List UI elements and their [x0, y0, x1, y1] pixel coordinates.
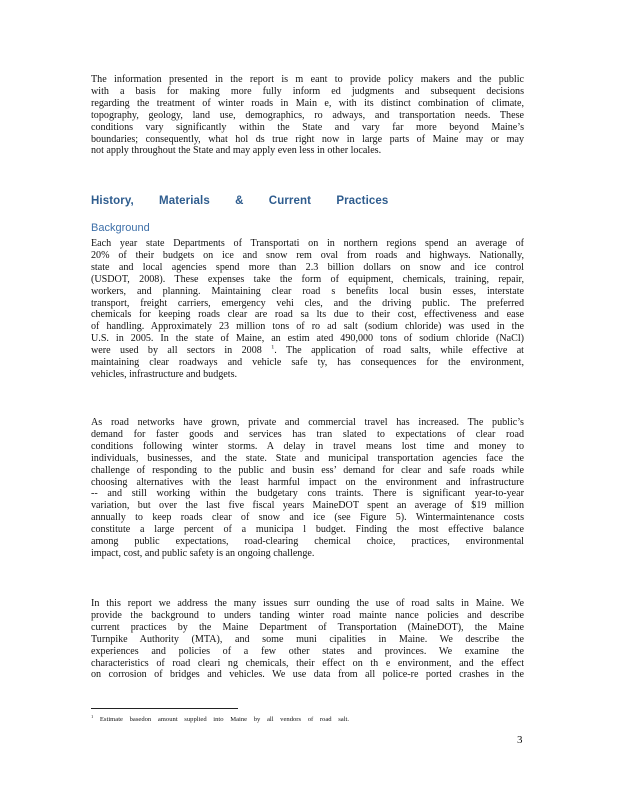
text-line: on corrosion of bridges and vehicles. We use data from all police-re ported crashes in the [91, 669, 524, 681]
text-line: constitute a large percent of a municipa l budget. Finding the most effective balance [91, 524, 524, 536]
text-line: individuals, businesses, and the state. State and municipal transportation agencies face the [91, 452, 524, 464]
text-line: -- and still working within the budgetary cons traints. There is significant year-to-year [91, 488, 524, 500]
text-line: annually to keep roads clear of snow and ice (see Figure 5). Wintermaintenance costs [91, 512, 524, 524]
text-line: As road networks have grown, private and commercial travel has increased. The public’s [91, 417, 524, 428]
road-networks-paragraph [91, 417, 524, 560]
text-line: of handling. Approximately 23 million tons of ro ad salt (sodium chloride) was used in the [91, 321, 524, 333]
text-line: demand for faster goods and services has tran slated to expectations of clear road [91, 428, 524, 440]
footnote-text: Estimate basedon amount supplied into Maine by all vendors of road salt. [99, 716, 350, 724]
background-paragraph [91, 238, 524, 381]
text-fragment: . The application of road salts, while effective at [274, 345, 524, 357]
page-number: 3 [517, 734, 523, 746]
text-line: (USDOT, 2008). These expenses take the form of equipment, chemicals, training, repair, [91, 273, 524, 285]
text-line: conditions following winter storms. A delay in travel means lost time and money to [91, 440, 524, 452]
text-line: not apply throughout the State and may apply even less in other locales. [91, 145, 382, 157]
footnote-divider [91, 708, 238, 709]
text-line: The information presented in the report is m eant to provide policy makers and the public [91, 74, 524, 85]
report-scope-paragraph [91, 598, 524, 681]
text-line: among public expectations, road-clearing chemical choice, practices, environmental [91, 536, 524, 548]
text-line: In this report we address the many issues surr ounding the use of road salts in Maine. We [91, 598, 524, 609]
text-line: boundaries; consequently, what hol ds true right now in large parts of Maine may or may [91, 133, 524, 145]
text-line: provide the background to unders tanding winter road mainte nance policies and describe [91, 609, 524, 621]
text-line: U.S. in 2005. In the state of Maine, an estim ated 490,000 tons of sodium chloride (NaCl) [91, 333, 524, 345]
footnote-marker: 1 [91, 714, 94, 719]
text-line: variation, but over the last five fiscal years MaineDOT spent an average of $19 million [91, 500, 524, 512]
text-line: Each year state Departments of Transportati on in northern regions spend an average of [91, 238, 524, 249]
section-heading: History, Materials & Current Practices [91, 195, 389, 207]
text-line: Turnpike Authority (MTA), and some muni cipalities in Maine. We describe the [91, 633, 524, 645]
footnote-reference: 1 [271, 345, 275, 351]
text-line: impact, cost, and public safety is an ongoing challenge. [91, 547, 315, 559]
intro-paragraph [91, 74, 524, 157]
text-line: conditions vary significantly within the State and vary far more beyond Maine’s [91, 121, 524, 133]
text-line [91, 345, 524, 357]
text-line: workers, and planning. Maintaining clear road s benefits local busin esses, interstate [91, 285, 524, 297]
text-line: vehicles, infrastructure and budgets. [91, 368, 238, 380]
footnote [91, 713, 349, 724]
text-line: topography, geology, land use, demographics, ro adways, and transportation needs. These [91, 109, 524, 121]
text-fragment: were used by all sectors in 2008 [91, 345, 272, 357]
text-line: state and local agencies spend more than 2.3 billion dollars on snow and ice control [91, 261, 524, 273]
text-line: maintaining clear roadways and vehicle safe ty, has consequences for the environment, [91, 357, 524, 369]
text-line: chemicals for keeping roads clear are road sa lts due to their cost, effectiveness and ease [91, 309, 524, 321]
text-line: experiences and policies of a few other states and provinces. We examine the [91, 645, 524, 657]
text-line: transport, freight carriers, emergency vehi cles, and the driving public. The preferred [91, 297, 524, 309]
text-line: regarding the treatment of winter roads in Main e, with its distinct combination of climate, [91, 97, 524, 109]
text-line: characteristics of road cleari ng chemicals, their effect on th e environment, and the effect [91, 657, 524, 669]
text-line: 20% of their budgets on ice and snow rem oval from roads and highways. Nationally, [91, 249, 524, 261]
text-line: current practices by the Maine Department of Transportation (MaineDOT), the Maine [91, 621, 524, 633]
text-line: choosing alternatives with the least harmful impact on the environment and infrastructure [91, 476, 524, 488]
subheading-background: Background [91, 222, 150, 234]
text-line: with a basis for making more fully inform ed judgments and subsequent decisions [91, 85, 524, 97]
text-line: challenge of responding to the public and busin ess’ demand for clear and safe roads while [91, 464, 524, 476]
